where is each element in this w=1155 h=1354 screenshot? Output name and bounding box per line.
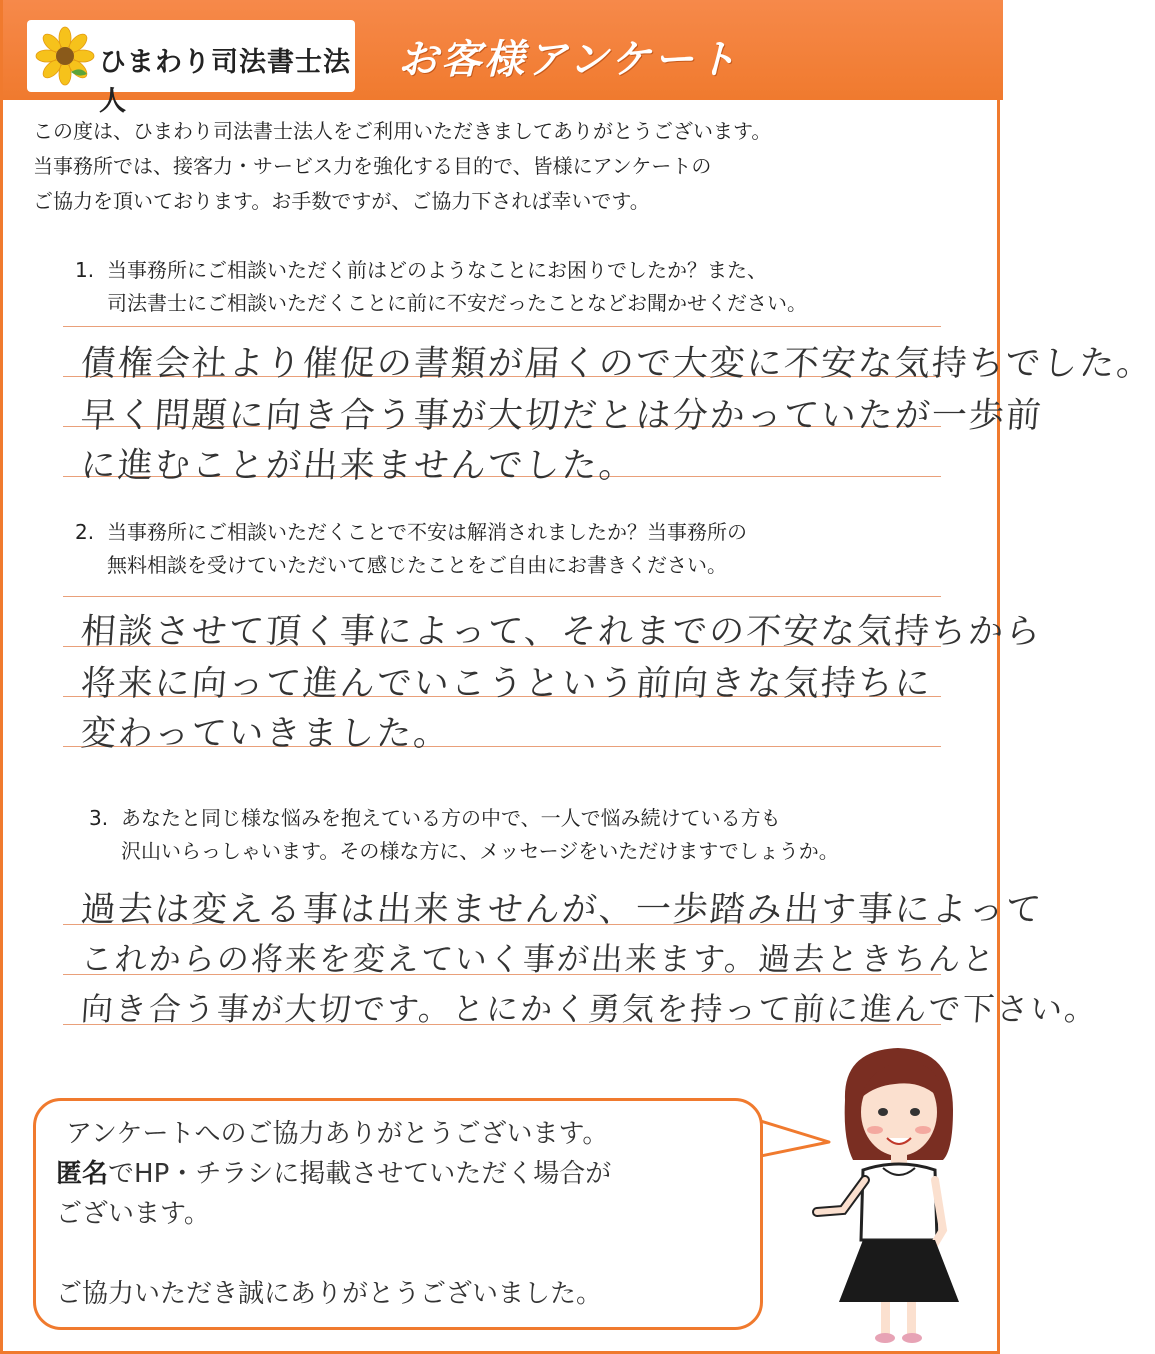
- handwritten-answer-line: 過去は変える事は出来ませんが、一歩踏み出す事によって: [79, 890, 1045, 930]
- answer-2: [63, 596, 1044, 756]
- company-name: ひまわり司法書士法人: [99, 47, 351, 117]
- sunflower-icon: [35, 26, 95, 86]
- question-2: [75, 516, 747, 582]
- question-number: 2.: [75, 520, 95, 544]
- handwritten-answer-line: 将来に向って進んでいこうという前向きな気持ちに: [79, 664, 934, 704]
- header-banner: [3, 0, 1003, 117]
- bubble-line: ございます。: [56, 1199, 210, 1229]
- question-1: [75, 254, 807, 320]
- intro-line: この度は、ひまわり司法書士法人をご利用いただきましてありがとうございます。: [33, 119, 772, 143]
- staff-illustration: [803, 1040, 983, 1350]
- question-text: 当事務所にご相談いただく前はどのようなことにお困りでしたか？また、: [107, 258, 767, 282]
- question-number: 1.: [75, 258, 95, 282]
- bubble-line: [56, 1153, 611, 1190]
- intro-text: [33, 114, 983, 219]
- handwritten-answer-line: 早く問題に向き合う事が大切だとは分かっていたが一歩前: [79, 396, 1045, 436]
- answer-3: [63, 876, 1100, 1036]
- handwritten-answer-line: 変わっていきました。: [79, 714, 452, 754]
- question-text: 沢山いらっしゃいます。その様な方に、メッセージをいただけますでしょうか。: [121, 839, 839, 863]
- handwritten-answer-line: 向き合う事が大切です。とにかく勇気を持って前に進んで下さい。: [79, 990, 1100, 1028]
- question-text: 当事務所にご相談いただくことで不安は解消されましたか？当事務所の: [107, 520, 747, 544]
- intro-line: ご協力を頂いております。お手数ですが、ご協力下されば幸いです。: [33, 189, 650, 213]
- handwritten-answer-line: に進むことが出来ませんでした。: [79, 446, 638, 486]
- ruled-line: [63, 596, 941, 597]
- handwritten-answer-line: 相談させて頂く事によって、それまでの不安な気持ちから: [79, 612, 1044, 652]
- company-logo: [27, 20, 355, 117]
- thank-you-bubble: [33, 1098, 763, 1330]
- intro-line: 当事務所では、接客力・サービス力を強化する目的で、皆様にアンケートの: [33, 154, 712, 178]
- question-text: 無料相談を受けていただいて感じたことをご自由にお書きください。: [107, 553, 727, 577]
- handwritten-answer-line: 債権会社より催促の書類が届くので大変に不安な気持ちでした。: [79, 344, 1155, 384]
- bubble-line: アンケートへのご協力ありがとうございます。: [66, 1119, 609, 1149]
- page-title: お客様アンケート: [398, 37, 740, 83]
- question-number: 3.: [89, 806, 109, 830]
- bubble-line: ご協力いただき誠にありがとうございました。: [56, 1279, 603, 1309]
- bubble-line-rest: でHP・チラシに掲載させていただく場合が: [108, 1159, 612, 1189]
- question-text: 司法書士にご相談いただくことに前に不安だったことなどお聞かせください。: [107, 291, 807, 315]
- anonymous-label: 匿名: [56, 1159, 109, 1189]
- question-3: [89, 802, 839, 868]
- question-text: あなたと同じ様な悩みを抱えている方の中で、一人で悩み続けている方も: [121, 806, 781, 830]
- ruled-line: [63, 326, 941, 327]
- answer-1: [63, 326, 1155, 486]
- handwritten-answer-line: これからの将来を変えていく事が出来ます。過去ときちんと: [79, 940, 998, 978]
